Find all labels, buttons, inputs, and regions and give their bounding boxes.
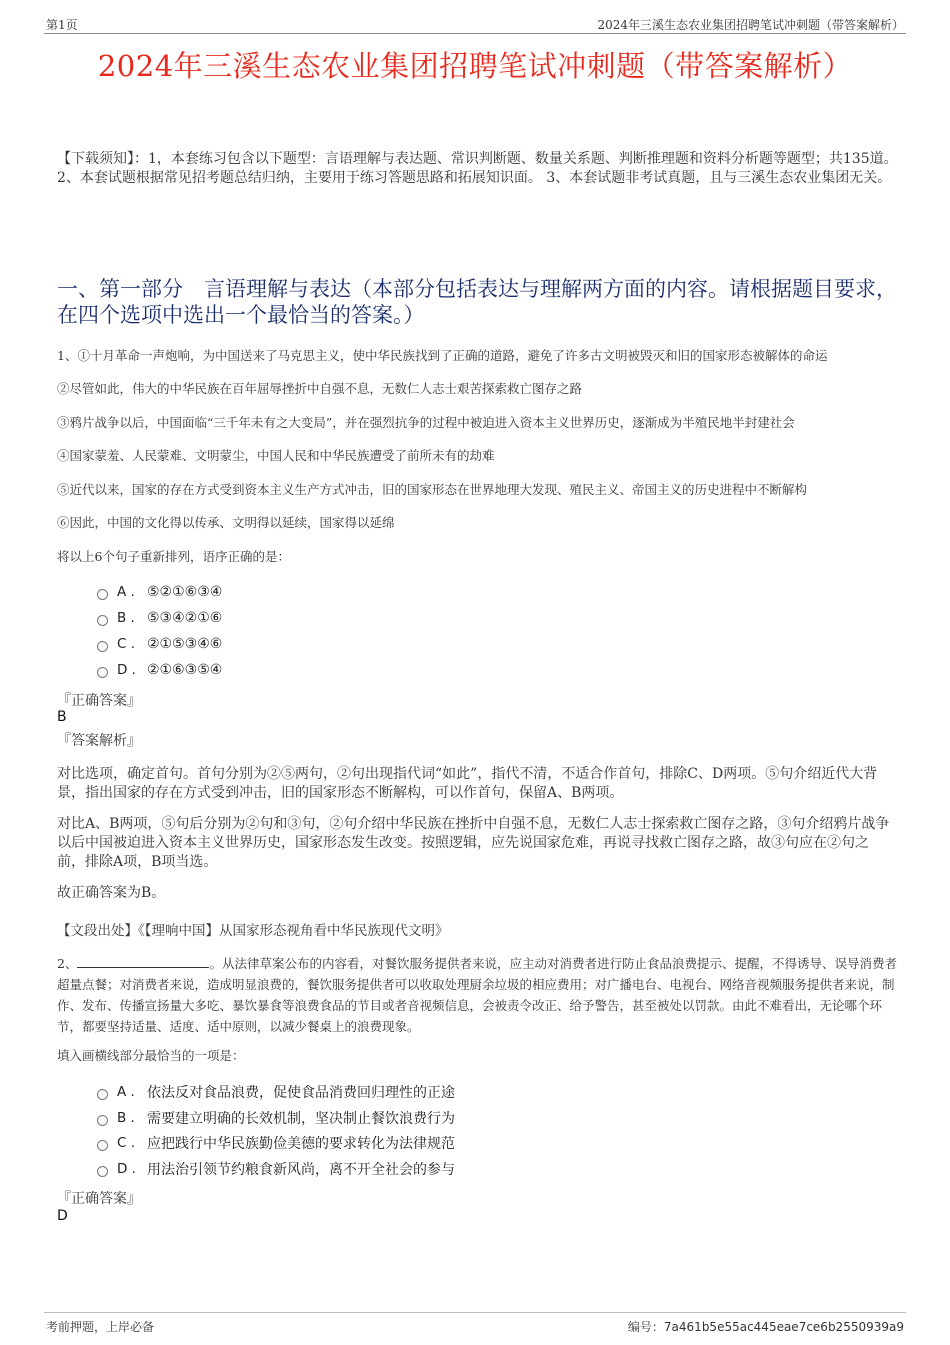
option-text: 依法反对食品浪费，促使食品消费回归理性的正途 — [147, 1085, 455, 1101]
q1-answer-tag: 『正确答案』 — [57, 693, 141, 709]
q2-passage-text: 。从法律草案公布的内容看，对餐饮服务提供者来说，应主动对消费者进行防止食品浪费提示、提醒，不得诱导、误导消费者超量点餐；对消费者来说，造成明显浪费的，餐饮服务提供者可以收取处理厨余垃圾的相应费用；对广播电台、电视台、网络音视频服务提供者来说，制作、发布、传播宣扬量大多吃、暴饮暴食等浪费食品的节目或者音视频信息，会被责令改正、给予警告，甚至被处以罚款。由此不难看出，无论哪个环节，都要坚持适量、适度、适中原则，以减少餐桌上的浪费现象。 — [57, 956, 897, 1034]
document-title: 2024年三溪生态农业集团招聘笔试冲刺题（带答案解析） — [97, 49, 853, 83]
option-label: B . — [117, 610, 135, 626]
radio-icon[interactable] — [97, 1115, 108, 1126]
radio-icon[interactable] — [97, 615, 108, 626]
section-heading: 一、第一部分 言语理解与表达（本部分包括表达与理解两方面的内容。请根据题目要求，在四个选项中选出一个最恰当的答案。） — [57, 277, 897, 327]
q2-passage — [57, 953, 905, 1037]
q1-sentence-1: 1、①十月革命一声炮响，为中国送来了马克思主义，使中华民族找到了正确的道路，避免了许多古文明被毁灭和旧的国家形态被解体的命运 — [57, 348, 828, 363]
option-text: 应把践行中华民族勤俭美德的要求转化为法律规范 — [147, 1136, 455, 1152]
option-text: ②①⑤③④⑥ — [147, 636, 223, 652]
option-text: ⑤②①⑥③④ — [147, 584, 223, 600]
q1-answer: B — [57, 709, 67, 725]
q2-number: 2、 — [57, 956, 78, 971]
footer-slogan: 考前押题，上岸必备 — [46, 1320, 155, 1334]
footer-divider — [44, 1312, 906, 1313]
option-text: ⑤③④②①⑥ — [147, 610, 223, 626]
q1-option-c[interactable] — [97, 634, 222, 654]
fill-blank — [77, 956, 209, 968]
radio-icon[interactable] — [97, 589, 108, 600]
radio-icon[interactable] — [97, 667, 108, 678]
radio-icon[interactable] — [97, 641, 108, 652]
radio-icon[interactable] — [97, 1166, 108, 1177]
page-number: 第1页 — [46, 18, 78, 32]
q1-option-a[interactable] — [97, 582, 222, 602]
q1-analysis-para-1: 对比选项，确定首句。首句分别为②⑤两句，②句出现指代词“如此”，指代不清，不适合作首句，排除C、D两项。⑤句介绍近代大背景，指出国家的存在方式受到冲击，旧的国家形态不断解构，可以作首句，保留A、B两项。 — [57, 766, 878, 801]
option-label: D . — [117, 662, 136, 678]
running-header-title: 2024年三溪生态农业集团招聘笔试冲刺题（带答案解析） — [597, 18, 904, 32]
footer-code-value: 7a461b5e55ac445eae7ce6b2550939a9 — [663, 1320, 904, 1334]
q1-analysis-para-2: 对比A、B两项，⑤句后分别为②句和③句，②句介绍中华民族在挫折中自强不息，无数仁人志士探索救亡图存之路，③句介绍鸦片战争以后中国被迫进入资本主义世界历史，国家形态发生改变。按照逻辑，应先说国家危难，再说寻找救亡图存之路，故③句应在②句之前，排除A项，B项当选。 — [57, 816, 890, 870]
option-label: C . — [117, 636, 136, 652]
q2-option-d[interactable] — [97, 1159, 455, 1179]
option-label: C . — [117, 1135, 136, 1151]
q1-option-b[interactable] — [97, 608, 222, 628]
download-notice: 【下载须知】：1，本套练习包含以下题型：言语理解与表达题、常识判断题、数量关系题、判断推理题和资料分析题等题型；共135道。 2、本套试题根据常见招考题总结归纳，主要用于练习答题思路和拓展知识面。 3、本套试题非考试真题，且与三溪生态农业集团无关。 — [57, 151, 898, 186]
radio-icon[interactable] — [97, 1140, 108, 1151]
footer-code — [628, 1318, 904, 1335]
q1-sentence-6: ⑥因此，中国的文化得以传承、文明得以延续，国家得以延绵 — [57, 515, 395, 530]
footer-code-label: 编号： — [627, 1320, 664, 1334]
q1-sentence-4: ④国家蒙羞、人民蒙难、文明蒙尘，中国人民和中华民族遭受了前所未有的劫难 — [57, 448, 495, 463]
option-text: 需要建立明确的长效机制，坚决制止餐饮浪费行为 — [147, 1111, 455, 1127]
q2-option-a[interactable] — [97, 1082, 455, 1102]
q1-analysis-tag: 『答案解析』 — [57, 733, 141, 749]
q1-sentence-5: ⑤近代以来，国家的存在方式受到资本主义生产方式冲击，旧的国家形态在世界地理大发现、殖民主义、帝国主义的历史进程中不断解构 — [57, 482, 808, 497]
q2-answer-tag: 『正确答案』 — [57, 1191, 141, 1207]
header-divider — [44, 33, 906, 34]
option-text: ②①⑥③⑤④ — [147, 662, 223, 678]
q2-prompt: 填入画横线部分最恰当的一项是： — [57, 1048, 245, 1063]
q1-prompt: 将以上6个句子重新排列，语序正确的是： — [57, 549, 290, 564]
q1-analysis-para-3: 故正确答案为B。 — [57, 885, 166, 901]
option-text: 用法治引领节约粮食新风尚，离不开全社会的参与 — [147, 1162, 455, 1178]
option-label: A . — [117, 584, 135, 600]
q1-sentence-3: ③鸦片战争以后，中国面临“三千年未有之大变局”，并在强烈抗争的过程中被迫进入资本主义世界历史，逐渐成为半殖民地半封建社会 — [57, 415, 795, 430]
q1-sentence-2: ②尽管如此，伟大的中华民族在百年屈辱挫折中自强不息，无数仁人志士艰苦探索救亡图存之路 — [57, 381, 583, 396]
q2-option-b[interactable] — [97, 1108, 455, 1128]
q1-option-d[interactable] — [97, 660, 222, 680]
option-label: A . — [117, 1084, 135, 1100]
q2-answer: D — [57, 1208, 68, 1224]
option-label: D . — [117, 1161, 136, 1177]
q1-source: 【文段出处】《【理响中国】从国家形态视角看中华民族现代文明》 — [57, 923, 449, 939]
option-label: B . — [117, 1110, 135, 1126]
q2-option-c[interactable] — [97, 1133, 455, 1153]
radio-icon[interactable] — [97, 1089, 108, 1100]
